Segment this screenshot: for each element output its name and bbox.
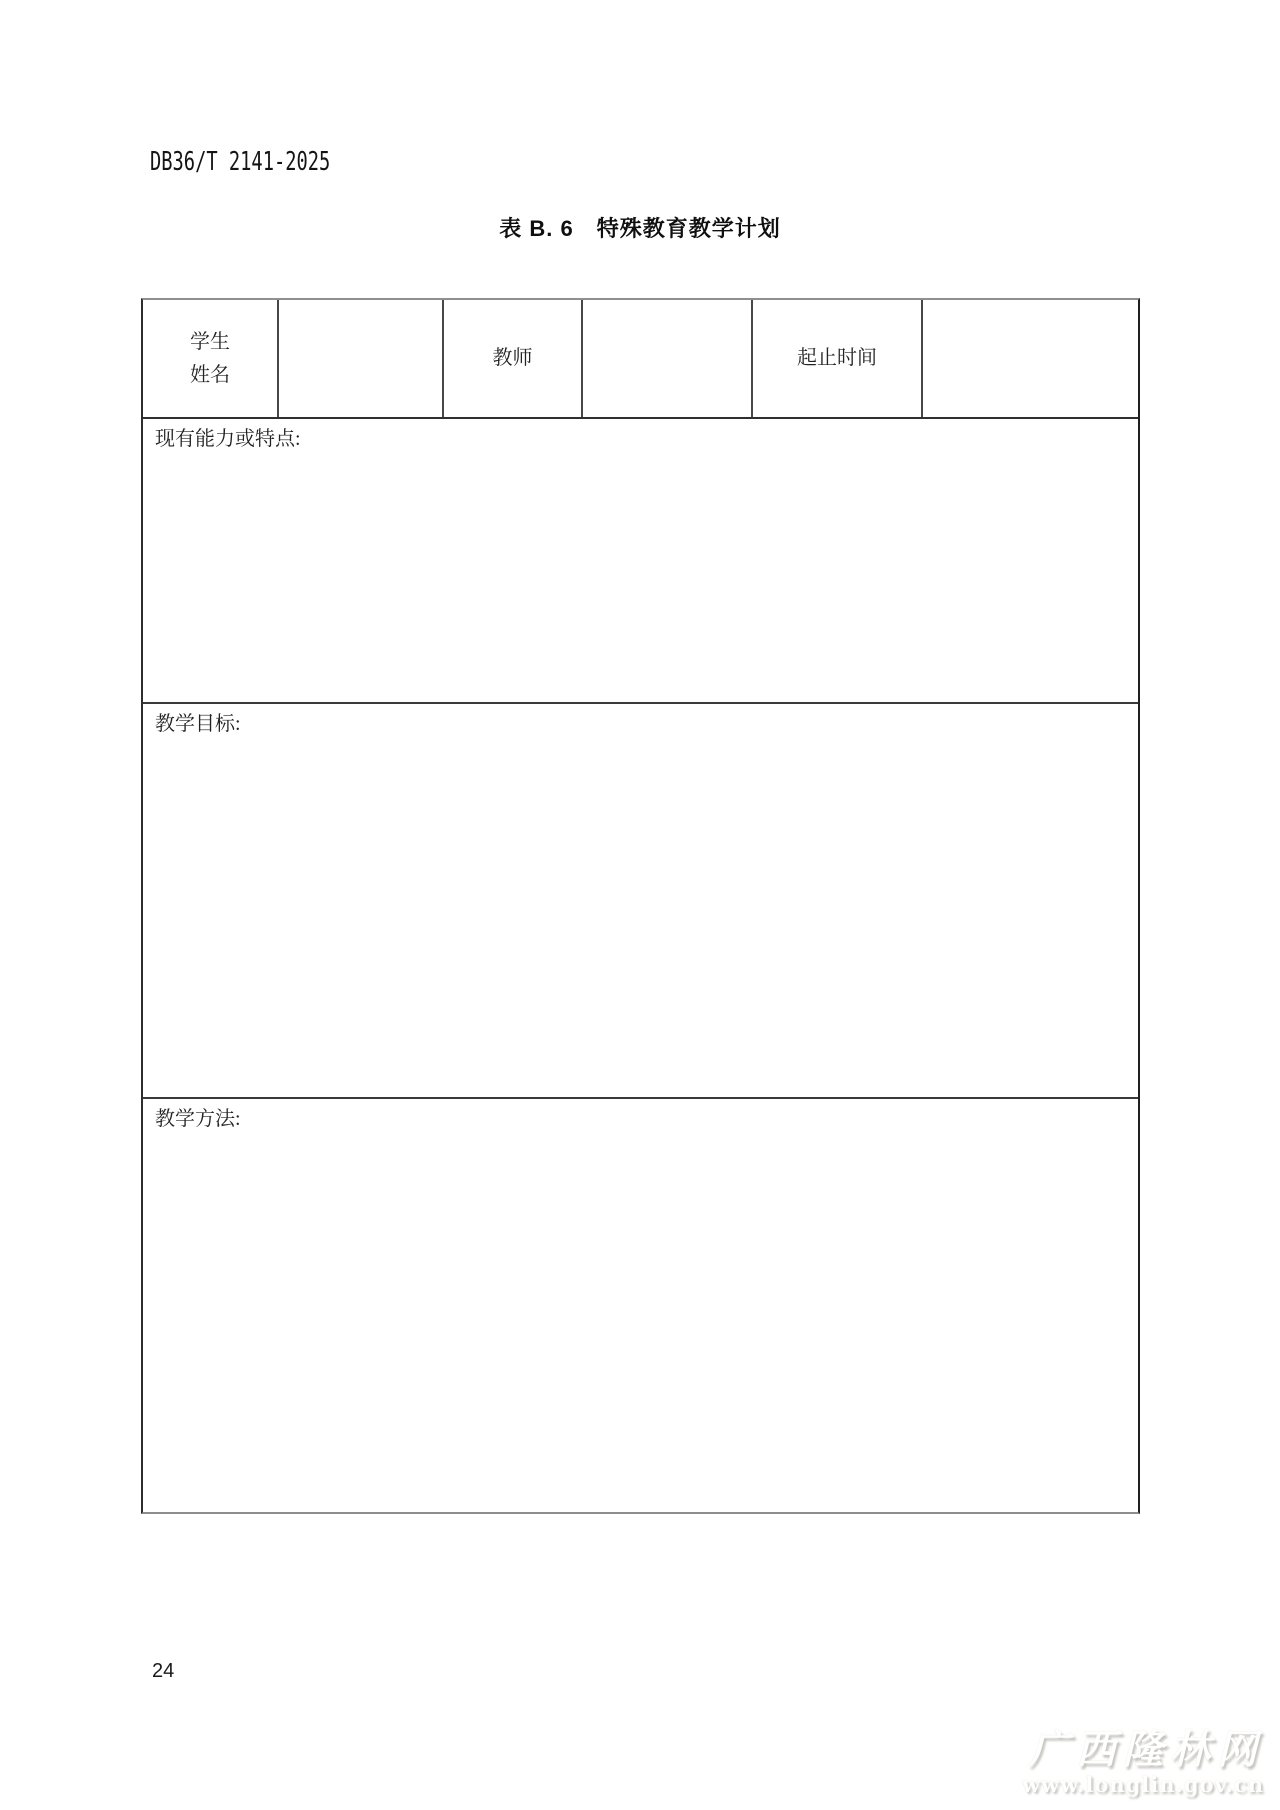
section-row-current-ability bbox=[143, 419, 1138, 704]
watermark-site-url: www.longlin.gov.cn bbox=[1021, 1772, 1264, 1797]
section-row-teaching-goals bbox=[143, 704, 1138, 1099]
watermark bbox=[1022, 1727, 1264, 1796]
section-label-teaching-methods: 教学方法: bbox=[155, 1108, 241, 1130]
student-name-label-line2: 姓名 bbox=[190, 363, 230, 386]
table-header-row bbox=[143, 300, 1138, 419]
period-value-cell bbox=[923, 300, 1138, 417]
teaching-plan-table bbox=[141, 298, 1140, 1514]
section-row-teaching-methods bbox=[143, 1099, 1138, 1512]
page-number: 24 bbox=[152, 1660, 175, 1682]
period-label: 起止时间 bbox=[797, 347, 877, 369]
teacher-value-cell bbox=[583, 300, 753, 417]
student-name-label-cell bbox=[143, 300, 279, 417]
section-label-teaching-goals: 教学目标: bbox=[155, 713, 241, 735]
student-name-value-cell bbox=[279, 300, 444, 417]
table-title: 表 B. 6 特殊教育教学计划 bbox=[499, 216, 781, 241]
watermark-site-name: 广西隆林网 bbox=[1029, 1726, 1264, 1773]
period-label-cell bbox=[753, 300, 923, 417]
section-label-current-ability: 现有能力或特点: bbox=[155, 428, 301, 450]
teacher-label: 教师 bbox=[492, 347, 533, 369]
standard-code: DB36/T 2141-2025 bbox=[150, 147, 331, 177]
student-name-label-line1: 学生 bbox=[190, 330, 230, 353]
teacher-label-cell bbox=[444, 300, 583, 417]
